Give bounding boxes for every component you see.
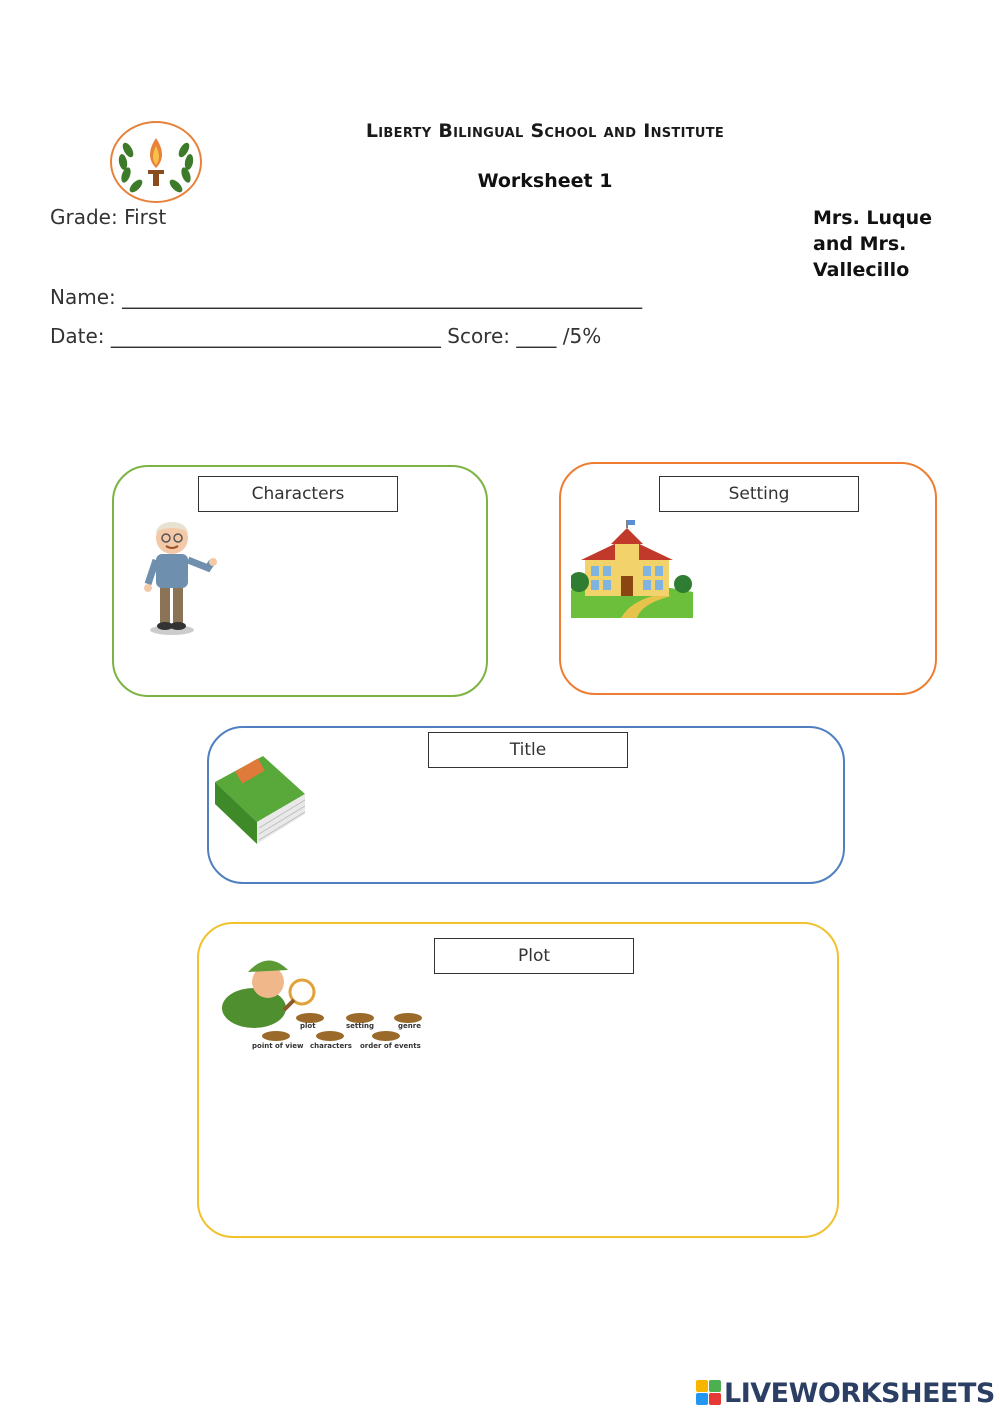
name-field[interactable]: Name: ____________________________________________________ <box>50 285 643 309</box>
liveworksheets-logo <box>696 1376 995 1410</box>
school-logo <box>108 120 204 206</box>
grade-field: Grade: First <box>50 205 167 229</box>
teachers-names <box>813 205 973 283</box>
school-name: Liberty Bilingual School and Institute <box>365 120 725 142</box>
characters-label: Characters <box>198 476 398 512</box>
liveworksheets-brand: LIVEWORKSHEETS <box>724 1377 995 1409</box>
footprint-word-order-of-events: order of events <box>360 1042 421 1050</box>
plot-label: Plot <box>434 938 634 974</box>
footprint-word-genre: genre <box>398 1022 421 1030</box>
school-building-image <box>571 520 693 618</box>
teachers-line-3: Vallecillo <box>813 259 910 281</box>
old-man-character-image <box>140 514 220 638</box>
book-image <box>211 752 307 846</box>
footprint-word-plot: plot <box>300 1022 316 1030</box>
detective-footprints-image <box>218 948 428 1056</box>
footprint-word-characters: characters <box>310 1042 352 1050</box>
worksheet-title: Worksheet 1 <box>477 170 613 192</box>
footprint-word-point-of-view: point of view <box>252 1042 304 1050</box>
teachers-line-1: Mrs. Luque <box>813 207 933 229</box>
liveworksheets-icon <box>696 1380 722 1406</box>
title-label: Title <box>428 732 628 768</box>
teachers-line-2: and Mrs. <box>813 233 907 255</box>
setting-label: Setting <box>659 476 859 512</box>
date-score-field[interactable]: Date: _________________________________ Score: ____ /5% <box>50 324 602 348</box>
footprint-word-setting: setting <box>346 1022 374 1030</box>
